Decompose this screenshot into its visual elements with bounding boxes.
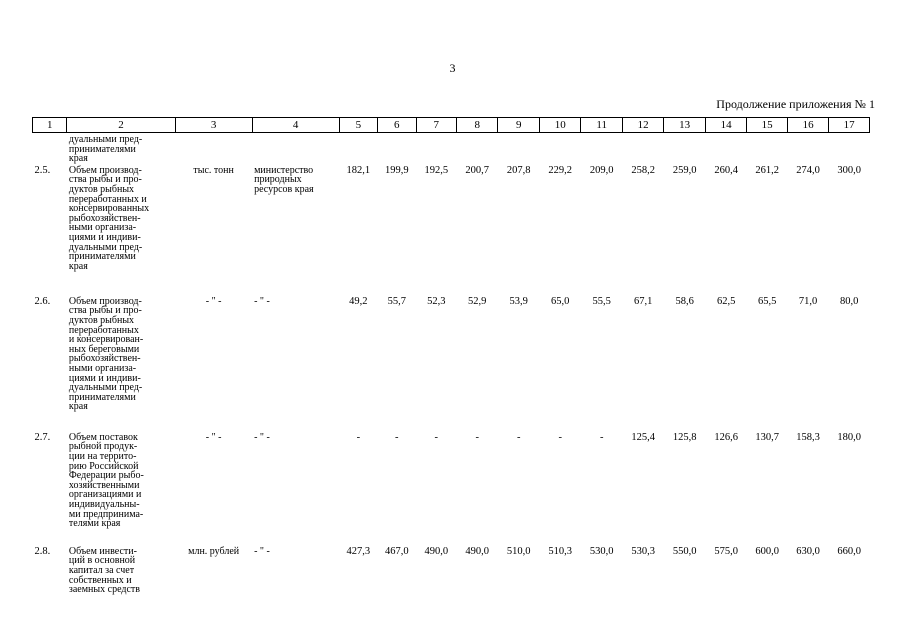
responsible-body: министерство природных ресурсов края [254, 164, 314, 195]
indicator-name: Объем инвести- ций в основной капитал за счет собственных и заемных средств [68, 545, 140, 596]
value-cell: 80,0 [839, 295, 859, 307]
continued-text: дуальными пред- принимателями края [68, 134, 143, 165]
value-cell: 261,2 [755, 164, 779, 176]
header-cell: 17 [829, 118, 870, 133]
value-cell: 55,5 [592, 295, 611, 307]
unit-of-measure: тыс. тонн [193, 164, 234, 176]
value-cell: - [516, 431, 521, 443]
value-cell: 125,4 [631, 431, 655, 443]
value-cell: 550,0 [672, 545, 697, 557]
value-cell: 158,3 [796, 431, 820, 443]
table-row [33, 545, 870, 605]
value-cell: 207,8 [506, 164, 531, 176]
value-cell: - [599, 431, 604, 443]
header-cell: 10 [539, 118, 580, 133]
value-cell: 180,0 [837, 431, 861, 443]
value-cell: 182,1 [346, 164, 371, 176]
responsible-body: - " - [254, 431, 270, 443]
header-cell: 2 [67, 118, 175, 133]
header-cell: 7 [416, 118, 456, 133]
value-cell: 58,6 [675, 295, 694, 307]
responsible-body: - " - [254, 545, 270, 557]
value-cell: 130,7 [755, 431, 779, 443]
value-cell: 65,0 [551, 295, 570, 307]
value-cell: 258,2 [631, 164, 655, 176]
header-cell: 15 [747, 118, 787, 133]
header-cell: 1 [33, 118, 67, 133]
value-cell: 52,9 [468, 295, 487, 307]
value-cell: 125,8 [672, 431, 697, 443]
value-cell: 530,0 [589, 545, 614, 557]
value-cell: 67,1 [633, 295, 653, 307]
table-row [33, 295, 870, 431]
value-cell: 660,0 [837, 545, 861, 557]
value-cell: 274,0 [796, 164, 820, 176]
value-cell: 510,3 [548, 545, 573, 557]
value-cell: 427,3 [346, 545, 371, 557]
value-cell: 209,0 [589, 164, 614, 176]
value-cell: 52,3 [427, 295, 446, 307]
value-cell: - [356, 431, 361, 443]
value-cell: 259,0 [672, 164, 697, 176]
continuation-label: Продолжение приложения № 1 [716, 97, 875, 111]
value-cell: - [475, 431, 479, 443]
header-cell: 4 [252, 118, 339, 133]
value-cell: 467,0 [384, 545, 409, 557]
table-row [33, 431, 870, 545]
row-number: 2.7. [34, 431, 51, 443]
header-cell: 6 [378, 118, 416, 133]
unit-of-measure: - " - [205, 431, 222, 443]
value-cell: 200,7 [465, 164, 490, 176]
header-cell: 9 [498, 118, 539, 133]
column-number-header [33, 118, 870, 133]
value-cell: 490,0 [424, 545, 449, 557]
header-cell: 16 [787, 118, 828, 133]
value-cell: 55,7 [387, 295, 406, 307]
header-cell: 3 [175, 118, 252, 133]
indicator-name: Объем производ- ства рыбы и про- дуктов рыбных переработанных и консервированных рыбохозяйствен- ными организа- циями и индиви- дуальными пред- принимателями края [68, 164, 150, 272]
unit-of-measure: млн. рублей [188, 545, 240, 557]
value-cell: 65,5 [757, 295, 777, 307]
value-cell: 300,0 [837, 164, 861, 176]
value-cell: 260,4 [714, 164, 738, 176]
value-cell: 62,5 [716, 295, 736, 307]
value-cell: 490,0 [465, 545, 490, 557]
value-cell: 126,6 [714, 431, 738, 443]
header-cell: 12 [622, 118, 663, 133]
header-cell: 11 [581, 118, 622, 133]
value-cell: - [434, 431, 439, 443]
header-cell: 14 [705, 118, 746, 133]
continued-row [33, 133, 870, 164]
page-number: 3 [449, 61, 456, 75]
value-cell: 575,0 [714, 545, 738, 557]
value-cell: 600,0 [755, 545, 779, 557]
table-row [33, 164, 870, 295]
header-cell: 13 [664, 118, 705, 133]
value-cell: 510,0 [506, 545, 531, 557]
value-cell: 199,9 [384, 164, 409, 176]
value-cell: 530,3 [631, 545, 655, 557]
header-cell: 5 [339, 118, 377, 133]
value-cell: 192,5 [424, 164, 449, 176]
value-cell: 71,0 [798, 295, 818, 307]
row-number: 2.8. [34, 545, 51, 557]
value-cell: 630,0 [796, 545, 820, 557]
indicator-name: Объем производ- ства рыбы и про- дуктов рыбных переработанных и консервирован- ных береговыми рыбохозяйствен- ными организа- циями и индиви- дуальными пред- принимателями края [68, 295, 144, 413]
indicators-table [32, 117, 870, 605]
row-number: 2.6. [34, 295, 51, 307]
value-cell: - [395, 431, 399, 443]
value-cell: - [558, 431, 562, 443]
value-cell: 53,9 [509, 295, 528, 307]
header-cell: 8 [457, 118, 498, 133]
value-cell: 229,2 [548, 164, 573, 176]
indicator-name: Объем поставок рыбной продук- ции на террито- рию Российской Федерации рыбо- хозяйственными организациями и индивидуальны- ми предпринима- телями края [68, 431, 144, 530]
value-cell: 49,2 [349, 295, 368, 307]
responsible-body: - " - [254, 295, 270, 307]
row-number: 2.5. [34, 164, 51, 176]
unit-of-measure: - " - [205, 295, 222, 307]
